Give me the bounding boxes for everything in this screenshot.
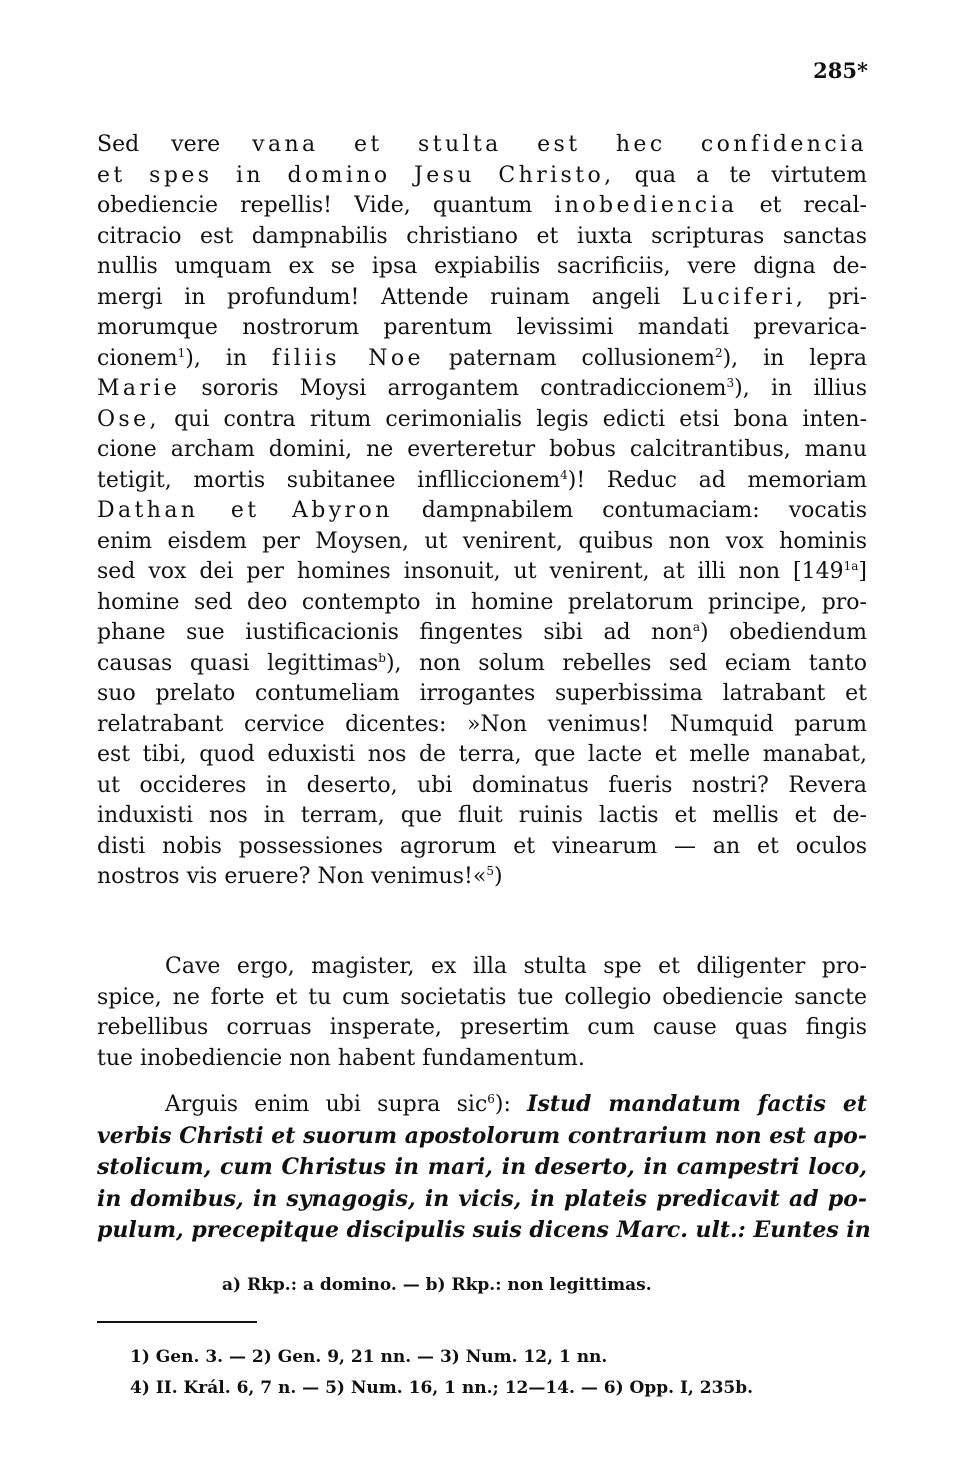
text-line: phane sue iustificacionis fingentes sibi ad non$^a$) obediendum <box>97 620 867 645</box>
text-line: cionem$^1$), in filiis Noe paternam collusionem$^2$), in lepra <box>97 345 867 371</box>
text-line: obediencie repellis! Vide, quantum inobediencia et recal- <box>97 193 867 218</box>
text-line: nullis umquam ex se ipsa expiabilis sacrificiis, vere digna de- <box>97 254 867 279</box>
text-line: spice, ne forte et tu cum societatis tue collegio obediencie sancte <box>97 984 867 1010</box>
text-line: Dathan et Abyron dampnabilem contumaciam: vocatis <box>97 498 867 523</box>
text-line: morumque nostrorum parentum levissimi mandati prevarica- <box>97 315 867 340</box>
text-line: Marie sororis Moysi arrogantem contradiccionem$^3$), in illius <box>97 376 867 401</box>
italic-text: in domibus, in synagogis, in vicis, in plateis predicavit ad po- <box>97 1185 867 1212</box>
text-line: relatrabant cervice dicentes: »Non venimus! Numquid parum <box>97 711 867 737</box>
text-line: ut occideres in deserto, ubi dominatus fueris nostri? Revera <box>97 772 867 798</box>
paragraph-1 <box>97 130 867 893</box>
text-line <box>97 1121 867 1153</box>
footnote-line: 1) Gen. 3. — 2) Gen. 9, 21 nn. — 3) Num. 12, 1 nn. <box>130 1347 608 1367</box>
spaced-text: et spes in domino Jesu Christo, <box>97 162 615 188</box>
italic-text: Istud mandatum factis et <box>527 1091 867 1117</box>
footnote-marker: b <box>378 650 386 665</box>
footnote-marker: 4 <box>560 467 568 482</box>
text-line: homine sed deo contempto in homine prelatorum principe, pro- <box>97 589 867 615</box>
italic-text: verbis Christi et suorum apostolorum contrarium non est apo- <box>97 1122 867 1149</box>
paragraph-3 <box>97 1089 871 1247</box>
apparatus-footnote: a) Rkp.: a domino. — b) Rkp.: non legittimas. <box>222 1275 652 1295</box>
spaced-text: vana et stulta est hec confidencia <box>252 132 867 157</box>
spaced-text: inobediencia <box>554 193 738 218</box>
text-line: Ose, qui contra ritum cerimonialis legis edicti etsi bona inten- <box>97 406 867 432</box>
footnote-marker: 3 <box>726 376 735 390</box>
text-line <box>97 1215 871 1247</box>
text-line <box>97 1152 867 1184</box>
italic-text: pulum, precepitque discipulis suis dicens Marc. ult.: Euntes in <box>97 1217 871 1243</box>
page-number: 285* <box>813 58 868 83</box>
spaced-text: Dathan et Abyron <box>97 498 393 523</box>
text-line: causas quasi legittimas$^b$), non solum rebelles sed eciam tanto <box>97 650 867 676</box>
footnote-marker: 1 <box>177 345 186 360</box>
footnote-marker: 1a <box>843 559 859 573</box>
text-line: mergi in profundum! Attende ruinam angeli Luciferi, pri- <box>97 284 868 310</box>
footnote-marker: 6 <box>487 1092 495 1106</box>
text-line <box>97 1184 867 1216</box>
text-line: induxisti nos in terram, que fluit ruinis lactis et mellis et de- <box>97 803 867 828</box>
spaced-text: Luciferi, <box>681 284 807 310</box>
text-line: nostros vis eruere? Non venimus!«$^5$) <box>97 864 503 889</box>
footnote-rule <box>97 1321 257 1323</box>
text-line: sed vox dei per homines insonuit, ut venirent, at illi non $[149^{1a}]$ <box>97 559 867 584</box>
text-line: citracio est dampnabilis christiano et iuxta scripturas sanctas <box>97 223 867 249</box>
text-line: tue inobediencie non habent fundamentum. <box>97 1045 585 1071</box>
paragraph-2 <box>97 952 867 1074</box>
footnote-line: 4) II. Král. 6, 7 n. — 5) Num. 16, 1 nn.; 12—14. — 6) Opp. I, 235b. <box>130 1378 754 1398</box>
italic-text: stolicum, cum Christus in mari, in deserto, in campestri loco, <box>97 1154 867 1180</box>
spaced-text: filiis Noe <box>271 345 424 371</box>
text-line: Arguis enim ubi supra sic$^6$): Istud mandatum factis et <box>165 1091 867 1117</box>
text-line: et spes in domino Jesu Christo, qua a te virtutem <box>97 162 867 188</box>
reference-footnotes <box>130 1342 753 1404</box>
footnote-marker: a <box>692 620 701 634</box>
text-line: tetigit, mortis subitanee inflliccionem$^4$)! Reduc ad memoriam <box>97 467 867 493</box>
spaced-text: Marie <box>97 376 181 401</box>
footnote-marker: 5 <box>486 864 494 878</box>
text-line: cione archam domini, ne everteretur bobus calcitrantibus, manu <box>97 437 867 462</box>
text-line: rebellibus corruas insperate, presertim cum cause quas fingis <box>97 1015 867 1040</box>
spaced-text: Ose, <box>97 406 160 432</box>
text-line: suo prelato contumeliam irrogantes superbissima latrabant et <box>97 681 867 706</box>
text-line: Sed vere vana et stulta est hec confidencia <box>97 132 867 157</box>
footnote-marker: 2 <box>714 345 723 360</box>
text-line: Cave ergo, magister, ex illa stulta spe et diligenter pro- <box>165 954 867 979</box>
text-line: disti nobis possessiones agrorum et vinearum — an et oculos <box>97 833 867 859</box>
text-line: enim eisdem per Moysen, ut venirent, quibus non vox hominis <box>97 528 867 554</box>
text-line: est tibi, quod eduxisti nos de terra, que lacte et melle manabat, <box>97 742 867 767</box>
